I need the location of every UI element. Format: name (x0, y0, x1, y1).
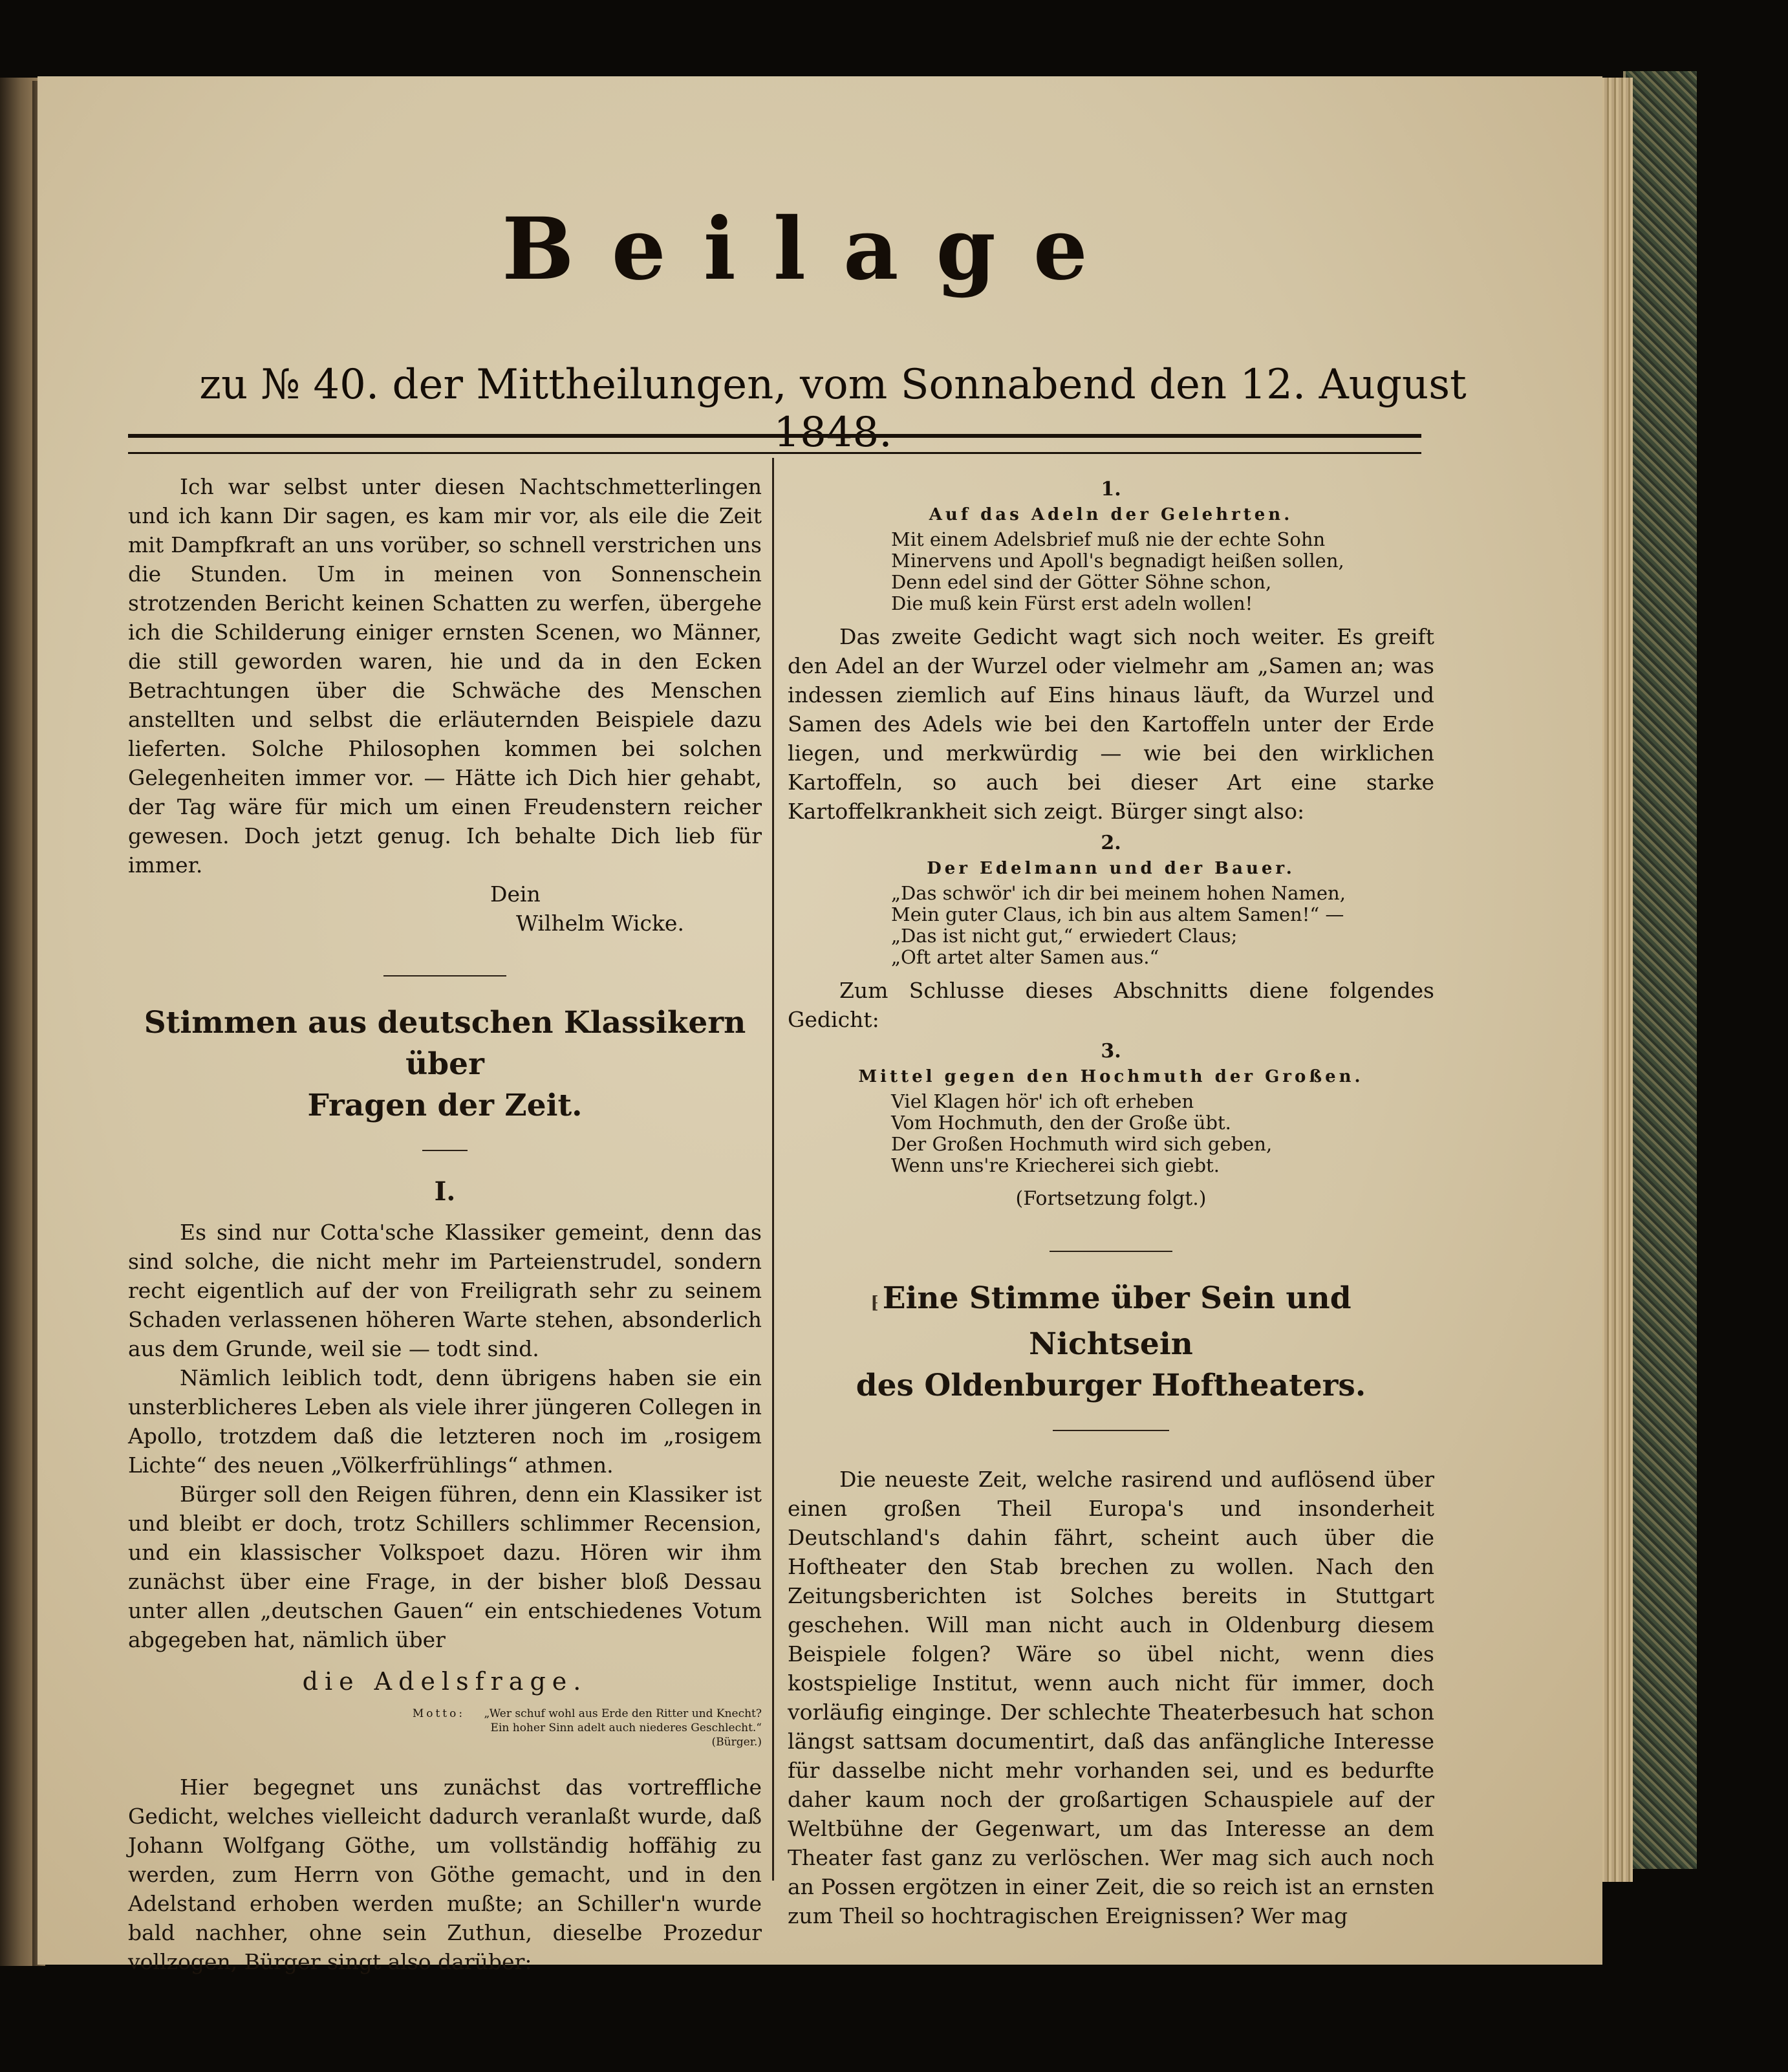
poem1-title: Auf das Adeln der Gelehrten. (929, 505, 1293, 524)
section-separator (383, 975, 506, 977)
masthead-title: Beilage (502, 199, 1125, 299)
heading-underline (422, 1150, 468, 1151)
poem-line: Mein guter Claus, ich bin aus altem Samen!“ — (891, 903, 1344, 925)
right-column (788, 472, 1434, 1930)
article2-heading-line1 (788, 1278, 1434, 1365)
page-stack-edge (1597, 78, 1633, 1882)
continued-note: (Fortsetzung folgt.) (1015, 1187, 1207, 1210)
masthead-double-rule (128, 434, 1421, 454)
poems-commentary-2: Zum Schlusse dieses Abschnitts diene folgendes Gedicht: (788, 978, 1434, 1032)
poem3-number: 3. (1101, 1040, 1121, 1063)
motto-block (128, 1707, 762, 1749)
poem1-verse (788, 529, 1434, 614)
poem-line: Der Großen Hochmuth wird sich geben, (891, 1133, 1273, 1155)
article1-paragraph-1: Es sind nur Cotta'sche Klassiker gemeint, denn das sind solche, die nicht mehr im Parteienstrudel, sondern recht eigentlich auf der von Freiligrath sehr zu seinem Schaden verlassenen höheren Warte stehen, absonderlich aus dem Grunde, weil sie — todt sind. (128, 1220, 762, 1361)
article2-heading-line1-text: Eine Stimme über Sein und Nichtsein (882, 1280, 1352, 1362)
poem3-verse (788, 1091, 1434, 1176)
newspaper-page (38, 76, 1602, 1974)
motto-line-1: „Wer schuf wohl aus Erde den Ritter und Knecht? (484, 1707, 762, 1720)
letter-body: Ich war selbst unter diesen Nachtschmetterlingen und ich kann Dir sagen, es kam mir vor, als eile die Zeit mit Dampfkraft an uns vorüber, so schnell verstrichen uns die Stunden. Um in meinen von Sonnenschein strotzenden Bericht keinen Schatten zu werfen, übergehe ich die Schilderung einiger ernsten Scenen, wo Männer, die still geworden waren, hie und da in den Ecken Betrachtungen über die Schwäche des Menschen anstellten und selbst die erläuternden Beispiele dazu lieferten. Solche Philosophen kommen bei solchen Gelegenheiten immer vor. — Hätte ich Dich hier gehabt, der Tag wäre für mich um einen Freudenstern reicher gewesen. Doch jetzt genug. Ich behalte Dich lieb für immer. (128, 474, 762, 878)
masthead-subtitle: zu № 40. der Mittheilungen, vom Sonnabend den 12. August 1848. (199, 361, 1467, 457)
article1-paragraph-2: Nämlich leiblich todt, denn übrigens haben sie ein unsterblicheres Leben als viele ihrer jüngeren Collegen in Apollo, trotzdem daß die letzteren noch im „rosigem Lichte“ des neuen „Völkerfrühlings“ athmen. (128, 1365, 762, 1478)
poem2-title: Der Edelmann und der Bauer. (927, 859, 1295, 878)
motto-label: Motto: (412, 1707, 466, 1720)
section-separator (1050, 1251, 1172, 1252)
article2-heading (788, 1278, 1434, 1407)
marginal-mark-icon: ⁅ (870, 1293, 879, 1313)
letter-signature: Wilhelm Wicke. (516, 911, 684, 936)
article1-heading (128, 1002, 762, 1127)
article1-subheading: die Adelsfrage. (302, 1667, 588, 1696)
poem-line: Minervens und Apoll's begnadigt heißen sollen, (891, 550, 1344, 572)
poem3-title: Mittel gegen den Hochmuth der Großen. (858, 1067, 1364, 1086)
column-divider (772, 458, 774, 1881)
poem-line: Die muß kein Fürst erst adeln wollen! (891, 592, 1253, 614)
article1-paragraph-4: Hier begegnet uns zunächst das vortreffliche Gedicht, welches vielleicht dadurch veranlaßt wurde, daß Johann Wolfgang Göthe, um vollständig hoffähig zu werden, zum Herrn von Göthe gemacht, und in den Adelstand erhoben werden mußte; an Schiller'n wurde bald nachher, ohne sein Zuthun, dieselbe Prozedur vollzogen, Bürger singt also darüber: (128, 1775, 762, 1974)
poem-line: „Das schwör' ich dir bei meinem hohen Namen, (891, 882, 1346, 904)
article1-heading-line1: Stimmen aus deutschen Klassikern über (144, 1005, 746, 1082)
poem2-verse (788, 883, 1434, 968)
motto-source: (Bürger.) (711, 1736, 762, 1749)
poem-line: Viel Klagen hör' ich oft erheben (891, 1090, 1194, 1112)
poem2-number: 2. (1101, 832, 1121, 854)
motto-line-2: Ein hoher Sinn adelt auch niederes Geschlecht.“ (490, 1721, 762, 1734)
article2-heading-line2: des Oldenburger Hoftheaters. (856, 1368, 1366, 1403)
poem-line: „Das ist nicht gut,“ erwiedert Claus; (891, 925, 1238, 947)
poem-line: Wenn uns're Kriecherei sich giebt. (891, 1154, 1220, 1176)
article1-paragraph-3: Bürger soll den Reigen führen, denn ein Klassiker ist und bleibt er doch, trotz Schillers schlimmer Recension, und ein klassischer Volkspoet dazu. Hören wir ihm zunächst über eine Frage, in der bisher bloß Dessau unter allen „deutschen Gauen“ ein entschiedenes Votum abgegeben hat, nämlich über (128, 1482, 762, 1652)
article2-body: Die neueste Zeit, welche rasirend und auflösend über einen großen Theil Europa's und insonderheit Deutschland's dahin fährt, scheint auch über die Hoftheater den Stab brechen zu wollen. Nach den Zeitungsberichten ist Solches bereits in Stuttgart geschehen. Will man nicht auch in Oldenburg diesem Beispiele folgen? Wäre so übel nicht, wenn dies kostspielige Institut, wenn auch nicht für immer, doch vorläufig einginge. Der schlechte Theaterbesuch hat schon längst sattsam documentirt, daß das anfängliche Interesse für dasselbe nicht mehr vorhanden sei, und es bedurfte daher kaum noch der großartigen Schauspiele auf der Weltbühne der Gegenwart, um das Interesse an dem Theater fast ganz zu verlöschen. Wer mag sich auch noch an Possen ergötzen in einer Zeit, die so reich ist an ernsten zum Theil so hochtragischen Ereignissen? Wer mag (788, 1467, 1434, 1928)
letter-closing: Dein (490, 881, 541, 907)
poem-line: „Oft artet alter Samen aus.“ (891, 946, 1159, 968)
poems-commentary-1: Das zweite Gedicht wagt sich noch weiter. Es greift den Adel an der Wurzel oder vielmehr am „Samen an; was indessen ziemlich auf Eins hinaus läuft, da Wurzel und Samen des Adels wie bei den Kartoffeln unter der Erde liegen, und merkwürdig — wie bei den wirklichen Kartoffeln, so auch bei dieser Art eine starke Kartoffelkrankheit sich zeigt. Bürger singt also: (788, 624, 1434, 824)
heading-underline (1053, 1430, 1169, 1431)
book-cover-edge (1623, 71, 1697, 1869)
poem-line: Denn edel sind der Götter Söhne schon, (891, 571, 1272, 593)
article1-section-number: I. (434, 1176, 456, 1207)
article1-heading-line2: Fragen der Zeit. (307, 1088, 583, 1123)
poem-line: Vom Hochmuth, den der Große übt. (891, 1112, 1231, 1134)
poem-line: Mit einem Adelsbrief muß nie der echte Sohn (891, 528, 1326, 550)
left-column (128, 472, 762, 1976)
poem1-number: 1. (1101, 478, 1121, 501)
motto-first-line (128, 1707, 762, 1721)
